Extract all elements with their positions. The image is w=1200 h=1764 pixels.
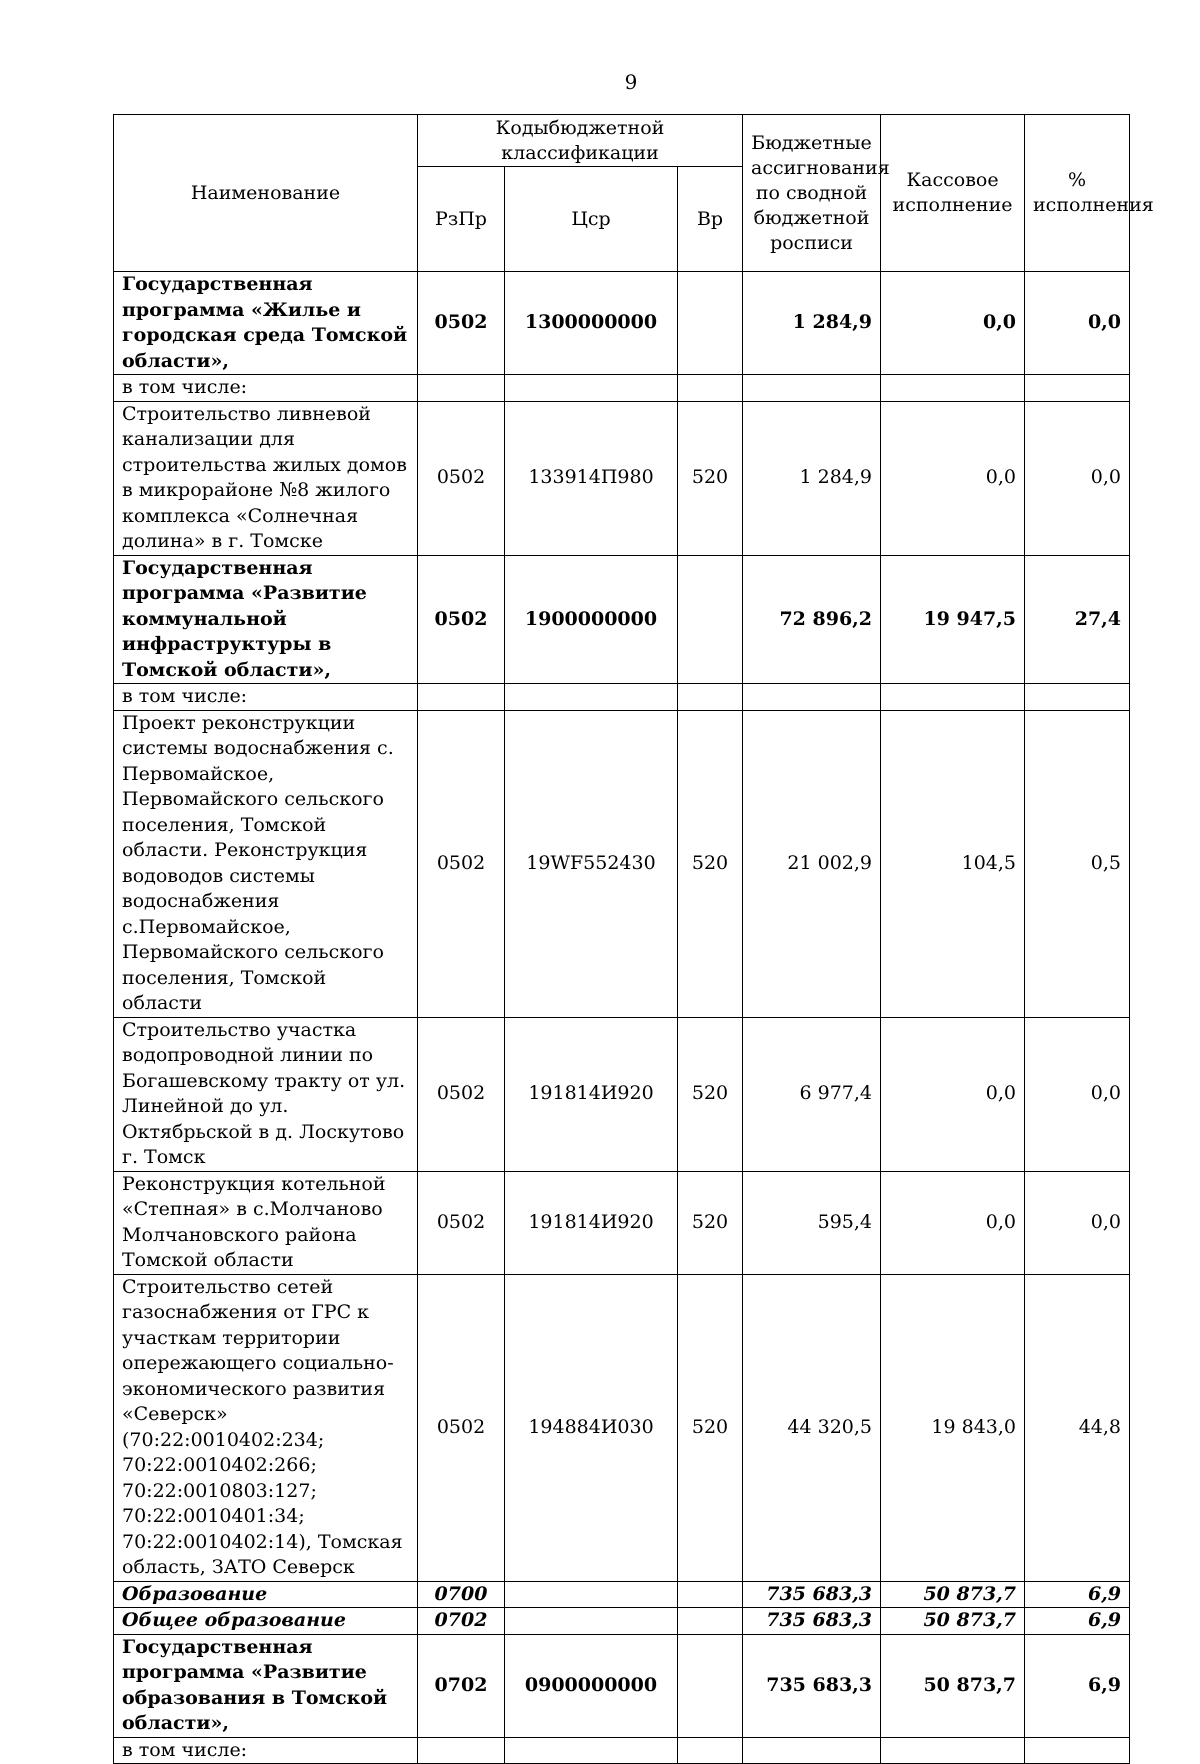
row-name: Образование — [114, 1581, 418, 1608]
header-rzpr: РзПр — [418, 167, 505, 272]
row-percent: 44,8 — [1025, 1274, 1130, 1581]
header-vr: Вр — [678, 167, 743, 272]
row-csr: 19WF552430 — [505, 710, 678, 1017]
row-assignments: 72 896,2 — [743, 555, 881, 684]
row-name: в том числе: — [114, 684, 418, 711]
row-name: Строительство сетей газоснабжения от ГРС к участкам территории опережающего социально-экономического развития «Северск» (70:22:0010402:234; 70:22:0010402:266; 70:22:0010803:127; 70:22:0010401:34; 70:22:0010402:14), Томская область, ЗАТО Северск — [114, 1274, 418, 1581]
row-csr: 133914П980 — [505, 401, 678, 555]
row-csr: 0900000000 — [505, 1634, 678, 1737]
table-row — [114, 1608, 1130, 1635]
row-percent: 6,9 — [1025, 1581, 1130, 1608]
row-name: Проект реконструкции системы водоснабжения с. Первомайское, Первомайского сельского поселения, Томской области. Реконструкция водоводов системы водоснабжения с.Первомайское, Первомайского сельского поселения, Томской области — [114, 710, 418, 1017]
row-rzpr: 0502 — [418, 1017, 505, 1171]
budget-table — [113, 114, 1154, 1764]
table-row — [114, 1634, 1130, 1737]
row-vr — [678, 272, 743, 375]
row-execution: 0,0 — [881, 1017, 1025, 1171]
row-csr — [505, 1608, 678, 1635]
row-name: Реконструкция котельной «Степная» в с.Молчаново Молчановского района Томской области — [114, 1171, 418, 1274]
row-execution: 50 873,7 — [881, 1634, 1025, 1737]
row-assignments: 1 284,9 — [743, 401, 881, 555]
row-execution: 19 947,5 — [881, 555, 1025, 684]
row-name: Государственная программа «Жилье и городская среда Томской области», — [114, 272, 418, 375]
row-assignments: 735 683,3 — [743, 1634, 881, 1737]
row-assignments: 21 002,9 — [743, 710, 881, 1017]
row-csr: 194884И030 — [505, 1274, 678, 1581]
header-codes-group: Кодыбюджетной классификации — [418, 115, 743, 167]
header-name: Наименование — [114, 115, 418, 272]
page-number: 9 — [624, 70, 638, 94]
row-percent: 0,0 — [1025, 272, 1130, 375]
row-vr — [678, 1581, 743, 1608]
row-csr — [505, 1581, 678, 1608]
row-name: Строительство ливневой канализации для строительства жилых домов в микрорайоне №8 жилого комплекса «Солнечная долина» в г. Томске — [114, 401, 418, 555]
header-csr: Цср — [505, 167, 678, 272]
row-vr: 520 — [678, 401, 743, 555]
row-percent: 0,5 — [1025, 710, 1130, 1017]
row-assignments: 44 320,5 — [743, 1274, 881, 1581]
row-rzpr: 0502 — [418, 1274, 505, 1581]
row-percent: 0,0 — [1025, 401, 1130, 555]
table-row — [114, 1737, 1130, 1764]
row-execution: 0,0 — [881, 401, 1025, 555]
row-execution: 104,5 — [881, 710, 1025, 1017]
row-vr — [678, 555, 743, 684]
row-csr: 1900000000 — [505, 555, 678, 684]
row-assignments: 595,4 — [743, 1171, 881, 1274]
row-csr: 1300000000 — [505, 272, 678, 375]
row-rzpr: 0502 — [418, 401, 505, 555]
table-row — [114, 375, 1130, 402]
row-execution: 19 843,0 — [881, 1274, 1025, 1581]
row-rzpr: 0502 — [418, 272, 505, 375]
row-execution: 50 873,7 — [881, 1581, 1025, 1608]
row-rzpr: 0502 — [418, 1171, 505, 1274]
row-csr: 191814И920 — [505, 1017, 678, 1171]
row-execution: 0,0 — [881, 272, 1025, 375]
row-name: в том числе: — [114, 1737, 418, 1764]
row-name: Строительство участка водопроводной линии по Богашевскому тракту от ул. Линейной до ул. Октябрьской в д. Лоскутово г. Томск — [114, 1017, 418, 1171]
row-assignments: 6 977,4 — [743, 1017, 881, 1171]
row-vr: 520 — [678, 1171, 743, 1274]
row-name: Государственная программа «Развитие коммунальной инфраструктуры в Томской области», — [114, 555, 418, 684]
table-row — [114, 1581, 1130, 1608]
row-percent: 6,9 — [1025, 1634, 1130, 1737]
row-assignments: 735 683,3 — [743, 1581, 881, 1608]
row-execution: 0,0 — [881, 1171, 1025, 1274]
table-row — [114, 272, 1130, 375]
row-name: в том числе: — [114, 375, 418, 402]
header-assignments: Бюджетные ассигнования по сводной бюджетной росписи — [743, 115, 881, 272]
row-vr — [678, 1634, 743, 1737]
row-assignments: 1 284,9 — [743, 272, 881, 375]
row-assignments: 735 683,3 — [743, 1608, 881, 1635]
row-vr: 520 — [678, 1274, 743, 1581]
header-execution: Кассовое исполнение — [881, 115, 1025, 272]
row-name: Государственная программа «Развитие образования в Томской области», — [114, 1634, 418, 1737]
table-row — [114, 401, 1130, 555]
row-vr — [678, 1608, 743, 1635]
header-percent: % исполнения — [1025, 115, 1130, 272]
row-vr: 520 — [678, 1017, 743, 1171]
row-percent: 0,0 — [1025, 1017, 1130, 1171]
table-row — [114, 684, 1130, 711]
row-rzpr: 0502 — [418, 710, 505, 1017]
row-execution: 50 873,7 — [881, 1608, 1025, 1635]
row-percent: 27,4 — [1025, 555, 1130, 684]
table-row — [114, 1171, 1130, 1274]
row-rzpr: 0502 — [418, 555, 505, 684]
table-row — [114, 555, 1130, 684]
row-percent: 0,0 — [1025, 1171, 1130, 1274]
row-rzpr: 0700 — [418, 1581, 505, 1608]
row-rzpr: 0702 — [418, 1608, 505, 1635]
row-percent: 6,9 — [1025, 1608, 1130, 1635]
row-name: Общее образование — [114, 1608, 418, 1635]
row-vr: 520 — [678, 710, 743, 1017]
table-row — [114, 710, 1130, 1017]
row-rzpr: 0702 — [418, 1634, 505, 1737]
table-row — [114, 1274, 1130, 1581]
table-row — [114, 1017, 1130, 1171]
row-csr: 191814И920 — [505, 1171, 678, 1274]
